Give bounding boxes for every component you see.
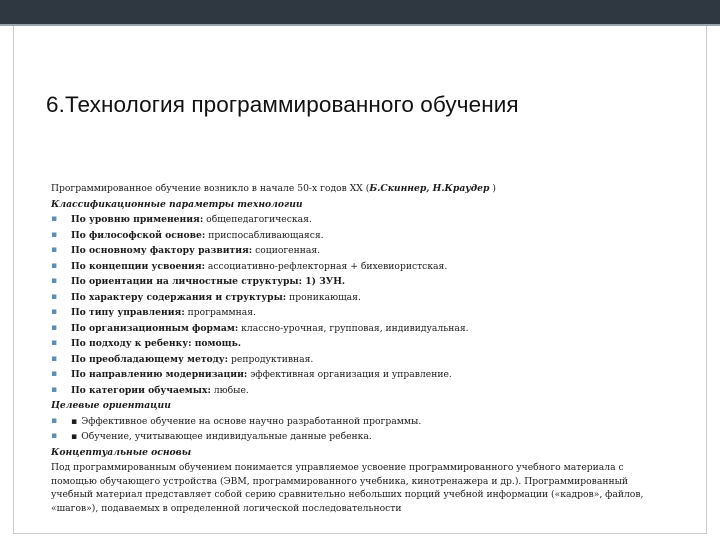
intro-close: ) [489, 183, 496, 194]
param-value: программная. [184, 307, 256, 318]
param-value: ассоциативно-рефлекторная + бихевиористская. [205, 260, 448, 272]
concept-heading: Концептуальные основы [51, 446, 192, 458]
bullet-icon: ▪ [51, 322, 58, 333]
param-item [51, 336, 671, 352]
bullet-icon: ▪ [51, 369, 58, 379]
param-value: репродуктивная. [228, 353, 314, 365]
targets-list [51, 414, 671, 445]
param-label: По организационным формам: [71, 322, 239, 334]
param-label: По направлению модернизации: [71, 369, 248, 380]
param-label: По подходу к ребенку: помощь. [71, 338, 242, 349]
param-label: По концепции усвоения: [71, 260, 206, 272]
param-item [51, 274, 671, 290]
param-value: проникающая. [286, 291, 361, 303]
bullet-icon: ▪ [51, 260, 58, 271]
param-label: По философской основе: [71, 229, 206, 241]
bullet-icon: ▪ [51, 276, 58, 286]
slide-body [51, 181, 671, 515]
inner-bullet-icon: ▪ [71, 415, 78, 427]
param-label: По преобладающему методу: [71, 353, 229, 365]
param-item [51, 383, 671, 399]
param-value: эффективная организация и управление. [247, 369, 452, 380]
bullet-icon: ▪ [51, 338, 58, 348]
intro-line [51, 181, 671, 197]
bullet-icon: ▪ [51, 384, 58, 395]
param-label: По типу управления: [71, 307, 185, 318]
target-text: Эффективное обучение на основе научно разработанной программы. [81, 415, 422, 427]
param-value: классно-урочная, групповая, индивидуальная. [238, 322, 469, 334]
param-label: По категории обучаемых: [71, 384, 211, 396]
bullet-icon: ▪ [51, 415, 58, 426]
bullet-icon: ▪ [51, 229, 58, 240]
param-item [51, 243, 671, 259]
slide-top-bar [0, 0, 720, 24]
inner-bullet-icon: ▪ [71, 431, 78, 442]
bullet-icon: ▪ [51, 353, 58, 364]
bullet-icon: ▪ [51, 214, 58, 224]
param-item [51, 305, 671, 321]
param-value: общепедагогическая. [203, 214, 312, 225]
param-value: социогенная. [252, 245, 321, 256]
param-label: По ориентации на личностные структуры: 1) ЗУН. [71, 276, 346, 287]
target-item [51, 414, 671, 430]
bullet-icon: ▪ [51, 291, 58, 302]
bullet-icon: ▪ [51, 245, 58, 255]
target-text: Обучение, учитывающее индивидуальные данные ребенка. [81, 431, 372, 442]
param-item [51, 259, 671, 275]
target-heading: Целевые ориентации [51, 400, 171, 411]
param-label: По основному фактору развития: [71, 245, 253, 256]
param-item [51, 321, 671, 337]
bullet-icon: ▪ [51, 431, 58, 441]
param-item [51, 367, 671, 383]
param-item [51, 212, 671, 228]
classification-heading: Классификационные параметры технологии [51, 198, 303, 210]
param-item [51, 228, 671, 244]
concept-paragraph: Под программированным обучением понимается управляемое усвоение программированного учебного материала с помощью обучающего устройства (ЭВМ, программированного учебника, кинотренажера и др.). Программированный учебный материал представляет собой серию сравнительно небольших порций учебной информации («кадров», файлов, «шагов»), подаваемых в определенной логической последовательности [51, 462, 644, 514]
param-value: приспосабливающаяся. [205, 229, 324, 241]
target-item [51, 429, 671, 445]
intro-authors: Б.Скиннер, Н.Краудер [369, 183, 490, 194]
slide-title: 6.Технология программированного обучения [46, 92, 519, 117]
bullet-icon: ▪ [51, 307, 58, 317]
param-label: По характеру содержания и структуры: [71, 291, 287, 303]
intro-text: Программированное обучение возникло в начале 50-х годов ХХ ( [51, 183, 370, 194]
param-item [51, 352, 671, 368]
param-label: По уровню применения: [71, 214, 204, 225]
param-value: любые. [210, 384, 249, 396]
param-item [51, 290, 671, 306]
params-list [51, 212, 671, 398]
